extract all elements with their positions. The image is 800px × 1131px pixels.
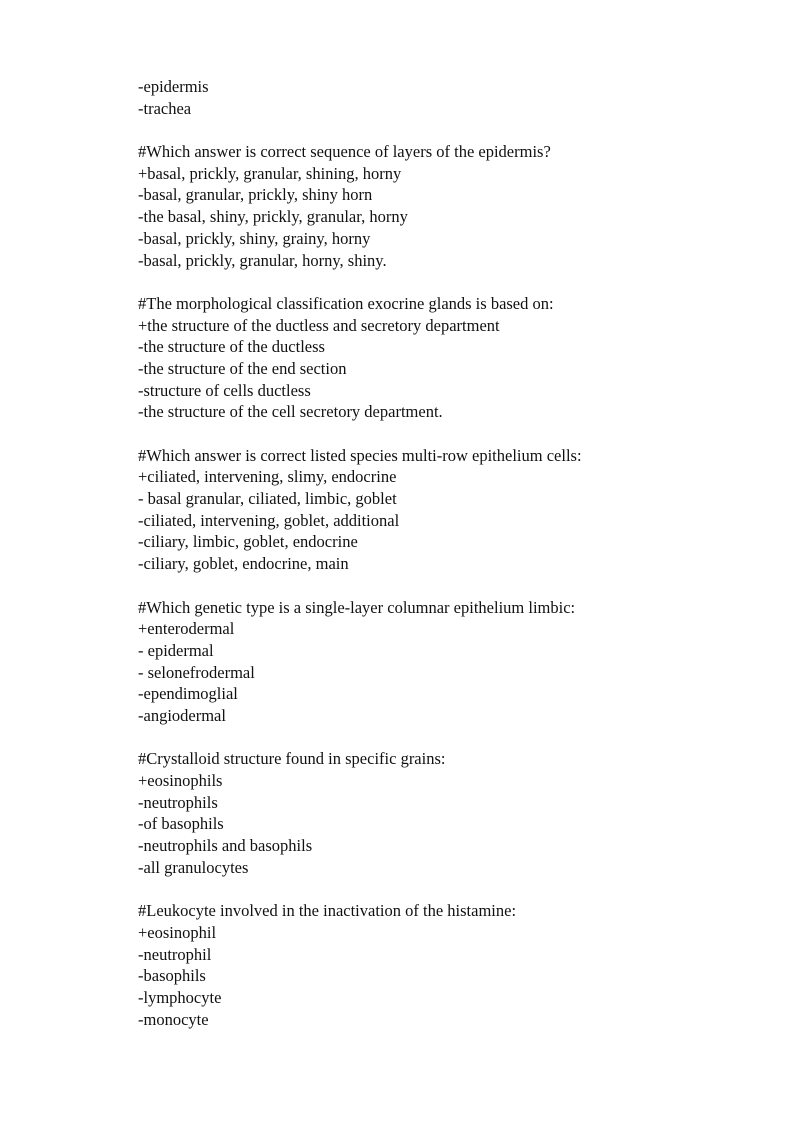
answer-option: -neutrophils (138, 792, 218, 812)
answer-option: -monocyte (138, 1009, 209, 1029)
document-body (138, 76, 738, 1030)
answer-option: -of basophils (138, 814, 224, 834)
answer-option: -the structure of the end section (138, 358, 347, 378)
answer-option: +enterodermal (138, 619, 235, 639)
answer-option: -the structure of the cell secretory department. (138, 402, 443, 422)
answer-option: +basal, prickly, granular, shining, horny (138, 163, 402, 183)
answer-option: -all granulocytes (138, 857, 249, 877)
question-block-6 (138, 900, 738, 1030)
answer-option: -ciliary, goblet, endocrine, main (138, 554, 349, 574)
answer-option: - basal granular, ciliated, limbic, goblet (138, 489, 397, 509)
answer-option: +ciliated, intervening, slimy, endocrine (138, 467, 397, 487)
answer-option: -neutrophil (138, 944, 212, 964)
answer-option: -structure of cells ductless (138, 380, 311, 400)
answer-option: +the structure of the ductless and secretory department (138, 315, 500, 335)
answer-option: -ciliary, limbic, goblet, endocrine (138, 532, 358, 552)
answer-option: -the basal, shiny, prickly, granular, horny (138, 207, 408, 227)
question-text: #Which answer is correct sequence of layers of the epidermis? (138, 142, 551, 162)
answer-option: +eosinophil (138, 922, 217, 942)
answer-option: -neutrophils and basophils (138, 836, 313, 856)
continuation-block (138, 76, 738, 119)
answer-option: -epidermis (138, 77, 209, 96)
question-block-4 (138, 597, 738, 727)
answer-option: - epidermal (138, 640, 214, 660)
question-text: #Which genetic type is a single-layer columnar epithelium limbic: (138, 597, 576, 617)
question-text: #Which answer is correct listed species multi-row epithelium cells: (138, 445, 582, 465)
answer-option: -ependimoglial (138, 684, 238, 704)
answer-option: - selonefrodermal (138, 662, 255, 682)
question-block-5 (138, 748, 738, 878)
answer-option: -trachea (138, 98, 192, 118)
answer-option: -basal, prickly, granular, horny, shiny. (138, 250, 387, 270)
answer-option: +eosinophils (138, 771, 223, 790)
question-block-2 (138, 293, 738, 423)
question-block-1 (138, 141, 738, 271)
answer-option: -angiodermal (138, 705, 226, 725)
question-text: #The morphological classification exocrine glands is based on: (138, 293, 554, 313)
question-text: #Leukocyte involved in the inactivation of the histamine: (138, 901, 517, 921)
answer-option: -ciliated, intervening, goblet, additional (138, 510, 400, 530)
answer-option: -basal, prickly, shiny, grainy, horny (138, 228, 371, 248)
answer-option: -lymphocyte (138, 987, 222, 1007)
answer-option: -basophils (138, 966, 206, 986)
answer-option: -the structure of the ductless (138, 337, 325, 357)
question-block-3 (138, 445, 738, 575)
question-text: #Crystalloid structure found in specific grains: (138, 749, 446, 769)
answer-option: -basal, granular, prickly, shiny horn (138, 185, 373, 205)
